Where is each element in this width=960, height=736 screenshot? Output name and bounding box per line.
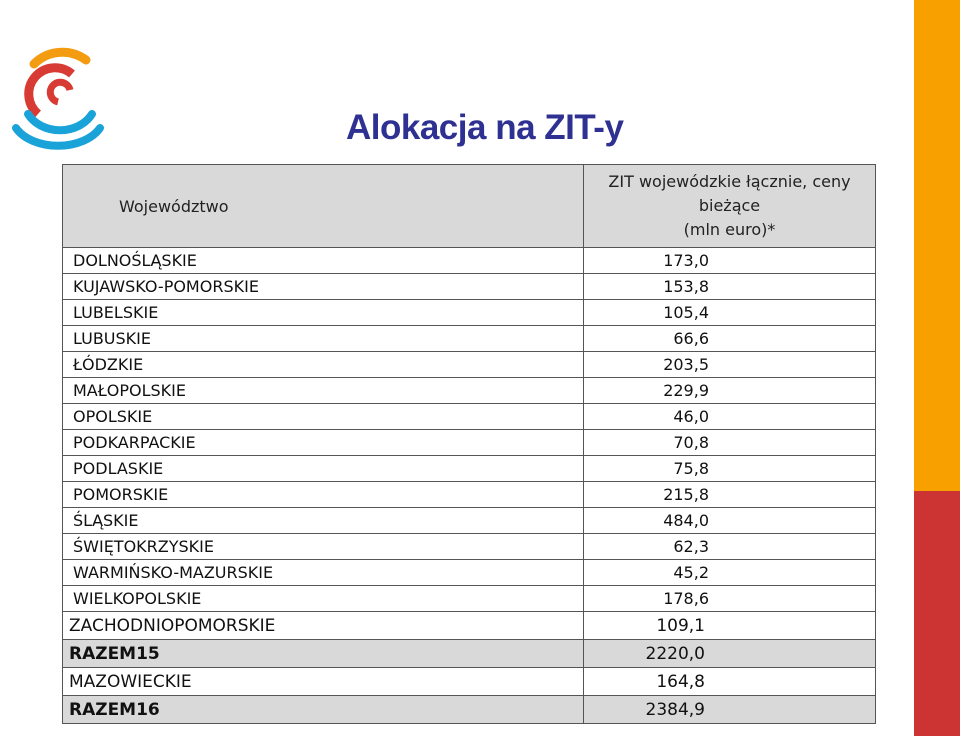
region-name: WIELKOPOLSKIE — [63, 586, 584, 612]
table-row — [63, 326, 876, 352]
region-name: MAŁOPOLSKIE — [63, 378, 584, 404]
side-bar-red — [914, 491, 960, 736]
allocation-value: 46,0 — [584, 404, 876, 430]
table-row — [63, 300, 876, 326]
region-name: RAZEM15 — [63, 640, 584, 668]
allocation-value: 45,2 — [584, 560, 876, 586]
region-name: ŚWIĘTOKRZYSKIE — [63, 534, 584, 560]
allocation-value: 178,6 — [584, 586, 876, 612]
table-row — [63, 274, 876, 300]
concentric-arcs-logo-icon — [8, 44, 108, 156]
table-row — [63, 352, 876, 378]
region-name: KUJAWSKO-POMORSKIE — [63, 274, 584, 300]
allocation-value: 62,3 — [584, 534, 876, 560]
region-name: PODKARPACKIE — [63, 430, 584, 456]
side-bar-orange — [914, 0, 960, 491]
header-value-line1: ZIT wojewódzkie łącznie, ceny bieżące — [608, 172, 851, 215]
table-row — [63, 612, 876, 640]
table-header-row — [63, 165, 876, 248]
region-name: PODLASKIE — [63, 456, 584, 482]
allocation-value: 164,8 — [584, 668, 876, 696]
allocation-value: 109,1 — [584, 612, 876, 640]
region-name: LUBUSKIE — [63, 326, 584, 352]
allocation-value: 2384,9 — [584, 696, 876, 724]
table-row — [63, 248, 876, 274]
table-total-row — [63, 696, 876, 724]
table-row — [63, 508, 876, 534]
allocation-value: 203,5 — [584, 352, 876, 378]
allocation-value: 70,8 — [584, 430, 876, 456]
page-title: Alokacja na ZIT-y — [346, 108, 624, 147]
allocation-value: 173,0 — [584, 248, 876, 274]
allocation-value: 215,8 — [584, 482, 876, 508]
allocation-table — [62, 164, 876, 724]
header-value-line2: (mln euro)* — [683, 220, 776, 239]
region-name: ŚLĄSKIE — [63, 508, 584, 534]
table-total-row — [63, 640, 876, 668]
header-value — [584, 165, 876, 248]
allocation-value: 66,6 — [584, 326, 876, 352]
table-row — [63, 586, 876, 612]
table-row — [63, 482, 876, 508]
allocation-value: 229,9 — [584, 378, 876, 404]
allocation-value: 484,0 — [584, 508, 876, 534]
region-name: LUBELSKIE — [63, 300, 584, 326]
table-row — [63, 404, 876, 430]
region-name: OPOLSKIE — [63, 404, 584, 430]
allocation-value: 153,8 — [584, 274, 876, 300]
table-row — [63, 378, 876, 404]
table-row — [63, 534, 876, 560]
table-row — [63, 560, 876, 586]
header-region: Województwo — [63, 165, 584, 248]
region-name: ZACHODNIOPOMORSKIE — [63, 612, 584, 640]
table-row — [63, 456, 876, 482]
allocation-value: 2220,0 — [584, 640, 876, 668]
region-name: RAZEM16 — [63, 696, 584, 724]
region-name: WARMIŃSKO-MAZURSKIE — [63, 560, 584, 586]
table-row — [63, 430, 876, 456]
allocation-value: 105,4 — [584, 300, 876, 326]
region-name: POMORSKIE — [63, 482, 584, 508]
table-row — [63, 668, 876, 696]
region-name: DOLNOŚLĄSKIE — [63, 248, 584, 274]
allocation-value: 75,8 — [584, 456, 876, 482]
region-name: ŁÓDZKIE — [63, 352, 584, 378]
region-name: MAZOWIECKIE — [63, 668, 584, 696]
side-color-bar — [914, 0, 960, 736]
